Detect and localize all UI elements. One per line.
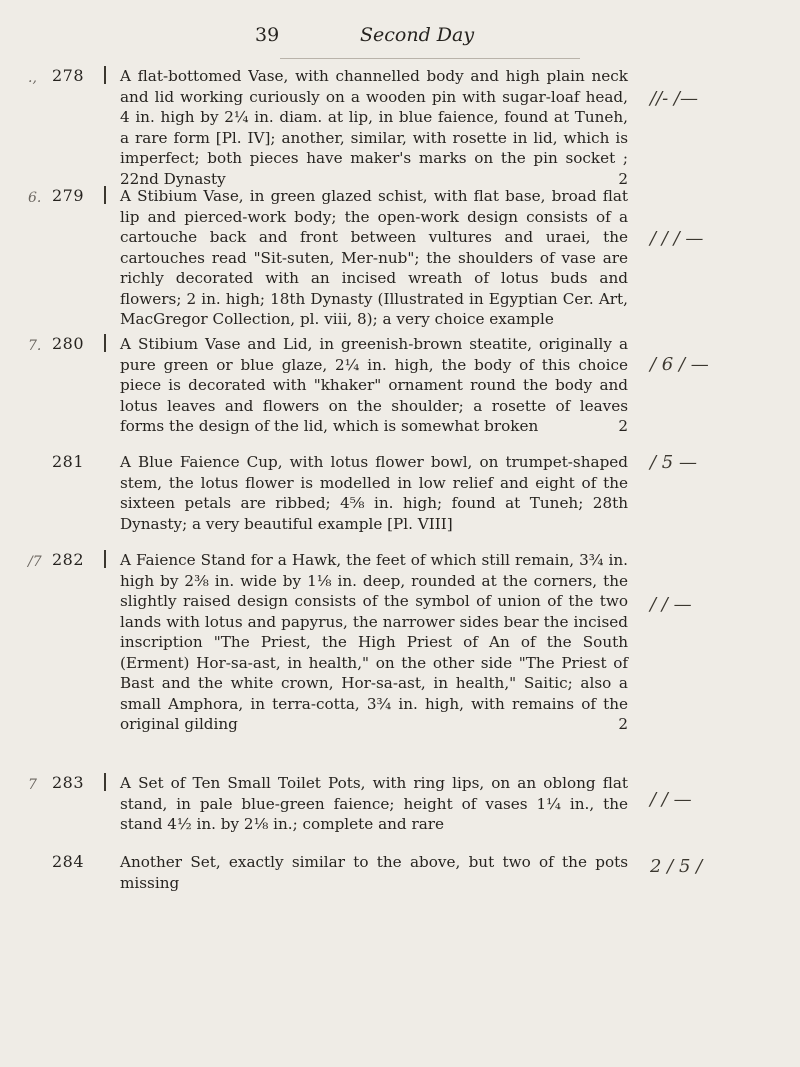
lot-number: 280 [52, 334, 85, 353]
handwritten-price: / / — [650, 594, 692, 615]
margin-mark: 7 [28, 777, 37, 793]
margin-mark: 7. [28, 338, 42, 354]
lot-description: A Faience Stand for a Hawk, the feet of which still remain, 3¾ in. high by 2⅜ in. wide by 1⅛ in. deep, rounded at the corners, the slightly raised design consists of the symbol of union of the two lands with lotus and papyrus, the narrower sides bear the incised inscription "The Priest, the High Priest of An of the South (Erment) Hor-sa-ast, in health," on the other side "The Priest of Bast and the white crown, Hor-sa-ast, in health," Saitic; also a small Amphora, in terra-cotta, 3¾ in. high, with remains of the original gilding 2 [120, 551, 628, 733]
lot-description: A flat-bottomed Vase, with channelled body and high plain neck and lid working curiously on a wooden pin with sugar-loaf head, 4 in. high by 2¼ in. diam. at lip, in blue faience, found at Tuneh, a rare form [Pl. IV]; another, similar, with rosette in lid, which is imperfect; both pieces have maker's marks on the pin socket ; 22nd Dynasty 2 [120, 67, 628, 188]
handwritten-price: / / — [650, 789, 692, 810]
lot-quantity: 2 [618, 169, 628, 188]
handwritten-price: / 6 / — [650, 354, 709, 375]
page-number: 39 [255, 24, 280, 46]
lot-quantity: 2 [618, 417, 628, 435]
lot-quantity: 2 [618, 715, 628, 733]
lot-number: 278 [52, 66, 85, 85]
lot-bracket [104, 66, 106, 84]
lot-description: A Stibium Vase and Lid, in greenish-brown steatite, originally a pure green or blue glaze, 2¼ in. high, the body of this choice piece is decorated with "khaker" ornament round the body and lotus leaves and flowers on the shoulder; a rosette of leaves forms the design of the lid, which is somewhat broken 2 [120, 335, 628, 435]
day-title: Second Day [360, 24, 475, 46]
header-rule [280, 58, 580, 59]
page-header [0, 22, 800, 52]
handwritten-price: 2 / 5 / [650, 856, 703, 877]
lot-number: 279 [52, 186, 85, 205]
margin-mark: ., [28, 70, 37, 86]
handwritten-price: / 5 — [650, 452, 697, 473]
lot-description: Another Set, exactly similar to the above, but two of the pots missing [120, 853, 628, 892]
lot-bracket [104, 550, 106, 568]
handwritten-price: / / / — [650, 228, 704, 249]
lot-number: 281 [52, 452, 85, 471]
lot-number: 284 [52, 852, 85, 871]
lot-bracket [104, 186, 106, 204]
lot-number: 282 [52, 550, 85, 569]
lot-number: 283 [52, 773, 85, 792]
lot-description: A Stibium Vase, in green glazed schist, with flat base, broad flat lip and pierced-work body; the open-work design consists of a cartouche back and front between vultures and uraei, the cartouches read "Sit-suten, Mer-nub"; the shoulders of vase are richly decorated with an incised wreath of lotus buds and flowers; 2 in. high; 18th Dynasty (Illustrated in Egyptian Cer. Art, MacGregor Collection, pl. viii, 8); a very choice example [120, 187, 628, 328]
margin-mark: 6. [28, 190, 42, 206]
margin-mark: /7 [28, 554, 42, 570]
handwritten-price: //- /— [650, 88, 698, 109]
lot-description: A Set of Ten Small Toilet Pots, with ring lips, on an oblong flat stand, in pale blue-green faience; height of vases 1¼ in., the stand 4½ in. by 2⅛ in.; complete and rare [120, 774, 628, 833]
lot-description: A Blue Faience Cup, with lotus flower bowl, on trumpet-shaped stem, the lotus flower is modelled in low relief and eight of the sixteen petals are ribbed; 4⅝ in. high; found at Tuneh; 28th Dynasty; a very beautiful example [Pl. VIII] [120, 453, 628, 533]
lot-bracket [104, 773, 106, 791]
lot-bracket [104, 334, 106, 352]
